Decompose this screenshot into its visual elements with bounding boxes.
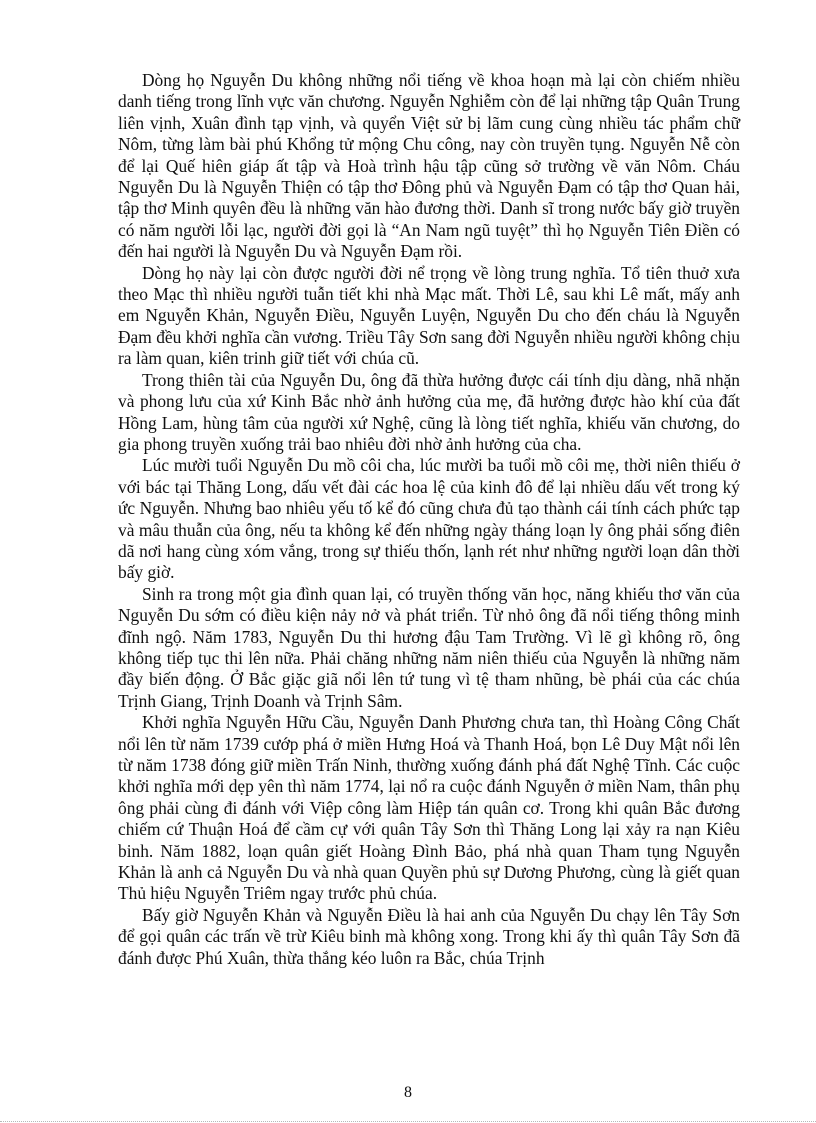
paragraph: Trong thiên tài của Nguyễn Du, ông đã thừa hưởng được cái tính dịu dàng, nhã nhặn và phong lưu của xứ Kinh Bắc nhờ ảnh hưởng của mẹ, đã hưởng được hào khí của đất Hồng Lam, hùng tâm của người xứ Nghệ, cũng là lòng tiết nghĩa, khiếu văn chương, do gia phong truyền xuống trải bao nhiêu đời nhờ ảnh hưởng của cha.: [118, 369, 740, 454]
page-divider: [0, 1121, 816, 1122]
paragraph: Lúc mười tuổi Nguyễn Du mồ côi cha, lúc mười ba tuổi mồ côi mẹ, thời niên thiếu ở với bác tại Thăng Long, dấu vết đài các hoa lệ của kinh đô để lại nhiều dấu vết trong ký ức Nguyễn. Nhưng bao nhiêu yếu tố kể đó cũng chưa đủ tạo thành cái tính cách phức tạp và mâu thuẫn của ông, nếu ta không kể đến những ngày tháng loạn ly ông phải sống điên dã nơi hang cùng xóm vắng, trong sự thiếu thốn, lạnh rét như những người loạn dân thời bấy giờ.: [118, 455, 740, 583]
paragraph: Khởi nghĩa Nguyễn Hữu Cầu, Nguyễn Danh Phương chưa tan, thì Hoàng Công Chất nổi lên từ năm 1739 cướp phá ở miền Hưng Hoá và Thanh Hoá, bọn Lê Duy Mật nổi lên từ năm 1738 đóng giữ miền Trấn Ninh, thường xuống đánh phá đất Nghệ Tĩnh. Các cuộc khởi nghĩa mới dẹp yên thì năm 1774, lại nổ ra cuộc đánh Nguyễn ở miền Nam, thân phụ ông phải cùng đi đánh với Việp công làm Hiệp tán quân cơ. Trong khi quân Bắc đương chiếm cứ Thuận Hoá để cầm cự với quân Tây Sơn thì Thăng Long lại xảy ra nạn Kiêu binh. Năm 1882, loạn quân giết Hoàng Đình Bảo, phá nhà quan Tham tụng Nguyễn Khản là anh cả Nguyễn Du và nhà quan Quyền phủ sự Dương Phương, cùng là giết quan Thủ hiệu Nguyễn Triêm ngay trước phủ chúa.: [118, 712, 740, 904]
page-number: 8: [404, 1084, 412, 1101]
paragraph: Dòng họ Nguyễn Du không những nổi tiếng về khoa hoạn mà lại còn chiếm nhiều danh tiếng trong lĩnh vực văn chương. Nguyễn Nghiễm còn để lại những tập Quân Trung liên vịnh, Xuân đình tạp vịnh, và quyển Việt sử bị lãm cung cùng nhiều tác phẩm chữ Nôm, từng làm bài phú Khổng tử mộng Chu công, nay còn truyền tụng. Nguyễn Nễ còn để lại Quế hiên giáp ất tập và Hoà trình hậu tập cũng sở trường về văn Nôm. Cháu Nguyễn Du là Nguyễn Thiện có tập thơ Đông phủ và Nguyễn Đạm có tập thơ Quan hải, tập thơ Minh quyên đều là những văn hào đương thời. Danh sĩ trong nước bấy giờ truyền có năm người lỗi lạc, người đời gọi là “An Nam ngũ tuyệt” thì họ Nguyễn Tiên Điền có đến hai người là Nguyễn Du và Nguyễn Đạm rồi.: [118, 70, 740, 262]
paragraph: Sinh ra trong một gia đình quan lại, có truyền thống văn học, năng khiếu thơ văn của Nguyễn Du sớm có điều kiện nảy nở và phát triển. Từ nhỏ ông đã nổi tiếng thông minh đĩnh ngộ. Năm 1783, Nguyễn Du thi hương đậu Tam Trường. Vì lẽ gì không rõ, ông không tiếp tục thi lên nữa. Phải chăng những năm niên thiếu của Nguyễn là những năm đầy biến động. Ở Bắc giặc giã nổi lên tứ tung vì tệ tham nhũng, bè phái của các chúa Trịnh Giang, Trịnh Doanh và Trịnh Sâm.: [118, 583, 740, 711]
paragraph: Dòng họ này lại còn được người đời nể trọng về lòng trung nghĩa. Tổ tiên thuở xưa theo Mạc thì nhiều người tuẫn tiết khi nhà Mạc mất. Thời Lê, sau khi Lê mất, mấy anh em Nguyễn Khản, Nguyễn Điều, Nguyễn Luyện, Nguyễn Du cho đến cháu là Nguyễn Đạm đều khởi nghĩa cần vương. Triều Tây Sơn sang đời Nguyễn nhiều người không chịu ra làm quan, kiên trinh giữ tiết với chúa cũ.: [118, 262, 740, 369]
paragraph: Bấy giờ Nguyễn Khản và Nguyễn Điều là hai anh của Nguyễn Du chạy lên Tây Sơn để gọi quân các trấn về trừ Kiêu binh mà không xong. Trong khi ấy thì quân Tây Sơn đã đánh được Phú Xuân, thừa thắng kéo luôn ra Bắc, chúa Trịnh: [118, 904, 740, 968]
page-body: [118, 70, 740, 969]
